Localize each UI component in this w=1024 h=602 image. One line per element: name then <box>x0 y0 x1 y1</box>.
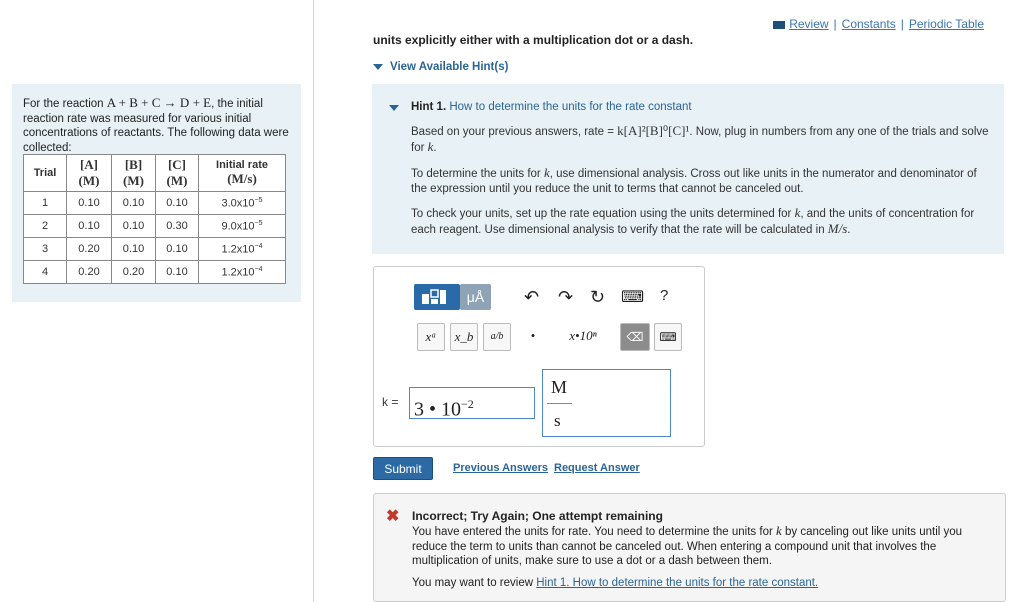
unit-numerator[interactable]: M <box>551 377 568 397</box>
redo-icon[interactable]: ↷ <box>558 287 574 307</box>
keyboard-toggle-button[interactable]: ⌨ <box>654 323 682 351</box>
subscript-button[interactable]: x_b <box>450 323 478 351</box>
k-label: k = <box>382 395 399 409</box>
hint-review-link[interactable]: Hint 1. How to determine the units for the rate constant. <box>536 577 819 589</box>
fraction-bar <box>547 403 572 404</box>
header-c: [C] (M) <box>156 155 199 192</box>
incorrect-icon: ✖ <box>386 508 400 525</box>
table-row: 1 0.10 0.10 0.10 $3.0x10^{-5}$ <box>24 192 286 215</box>
problem-panel <box>0 0 314 602</box>
hint-paragraph-1: Based on your previous answers, rate = k[A]²[B]⁰[C]¹. Now, plug in numbers from any one of the trials and solve for k. <box>411 123 989 154</box>
fraction-button[interactable]: a/b <box>483 323 511 351</box>
request-answer-link[interactable]: Request Answer <box>554 462 640 474</box>
keyboard-icon[interactable]: ⌨ <box>621 289 645 306</box>
instruction-text: units explicitly either with a multiplication dot or a dash. <box>373 33 694 47</box>
feedback-title: Incorrect; Try Again; One attempt remaining <box>412 509 663 523</box>
value-input[interactable]: 3 • $10^{-2}$ <box>409 387 535 419</box>
reset-icon[interactable]: ↻ <box>590 287 606 307</box>
templates-icon <box>414 284 460 310</box>
delete-button[interactable]: ⌫ <box>620 323 650 351</box>
hint-title[interactable]: Hint 1. How to determine the units for the rate constant <box>411 101 692 113</box>
previous-answers-link[interactable]: Previous Answers <box>453 462 548 474</box>
table-row: 4 0.20 0.20 0.10 $1.2x10^{-4}$ <box>24 261 286 284</box>
feedback-paragraph-2: You may want to review Hint 1. How to determine the units for the rate constant. <box>412 577 819 589</box>
undo-icon[interactable]: ↶ <box>524 287 540 307</box>
answer-editor <box>373 266 705 447</box>
units-button[interactable]: μÅ <box>460 284 491 310</box>
periodic-table-link[interactable]: Periodic Table <box>908 17 984 31</box>
hint-paragraph-2: To determine the units for k, use dimensional analysis. Cross out like units in the numerator and denominator of the expression until you reduce the unit to terms that cannot be canceled out. <box>411 165 977 195</box>
table-header-row <box>24 155 286 192</box>
question-panel <box>314 0 1024 602</box>
resource-links: Review | Constants | Periodic Table <box>773 17 984 31</box>
header-b: [B] (M) <box>112 155 156 192</box>
help-icon[interactable]: ? <box>660 287 669 304</box>
table-row: 3 0.20 0.10 0.10 $1.2x10^{-4}$ <box>24 238 286 261</box>
feedback-paragraph-1: You have entered the units for rate. You need to determine the units for k by canceling out like units until you reduce the term to units than cannot be canceled out. When entering a compound unit that involves the multiplication of units, make sure to use a dot or a dash between them. <box>412 523 963 567</box>
hint-panel <box>372 84 1004 254</box>
unit-denominator[interactable]: s <box>554 411 561 430</box>
header-rate: Initial rate (M/s) <box>199 155 286 192</box>
submit-button[interactable]: Submit <box>373 457 433 480</box>
constants-link[interactable]: Constants <box>841 17 896 31</box>
templates-button[interactable] <box>414 284 460 310</box>
caret-down-icon[interactable] <box>389 105 399 111</box>
superscript-button[interactable]: xᵃ <box>417 323 445 351</box>
header-trial: Trial <box>24 155 67 192</box>
hint-paragraph-3: To check your units, set up the rate equation using the units determined for k, and the units of concentration for each reagent. Use dimensional analysis to verify that the rate will be calculated in M/s. <box>411 205 975 236</box>
reaction-equation: A + B + C → D + E <box>106 95 212 110</box>
header-a: [A] (M) <box>67 155 112 192</box>
rate-data-table <box>23 154 286 284</box>
view-hints-toggle[interactable]: View Available Hint(s) <box>373 61 508 73</box>
problem-text: For the reaction A + B + C → D + E, the initial reaction rate was measured for various initial concentrations of reactants. The following data were collected: <box>23 95 289 154</box>
book-icon <box>773 21 785 29</box>
table-row: 2 0.10 0.10 0.30 $9.0x10^{-5}$ <box>24 215 286 238</box>
dot-button[interactable]: • <box>530 328 536 343</box>
problem-statement <box>12 84 301 302</box>
feedback-panel <box>373 493 1006 602</box>
review-link[interactable]: Review <box>789 17 829 31</box>
scientific-notation-button[interactable]: x•10ⁿ <box>569 328 597 343</box>
caret-down-icon <box>373 64 383 70</box>
unit-input[interactable] <box>542 369 671 437</box>
